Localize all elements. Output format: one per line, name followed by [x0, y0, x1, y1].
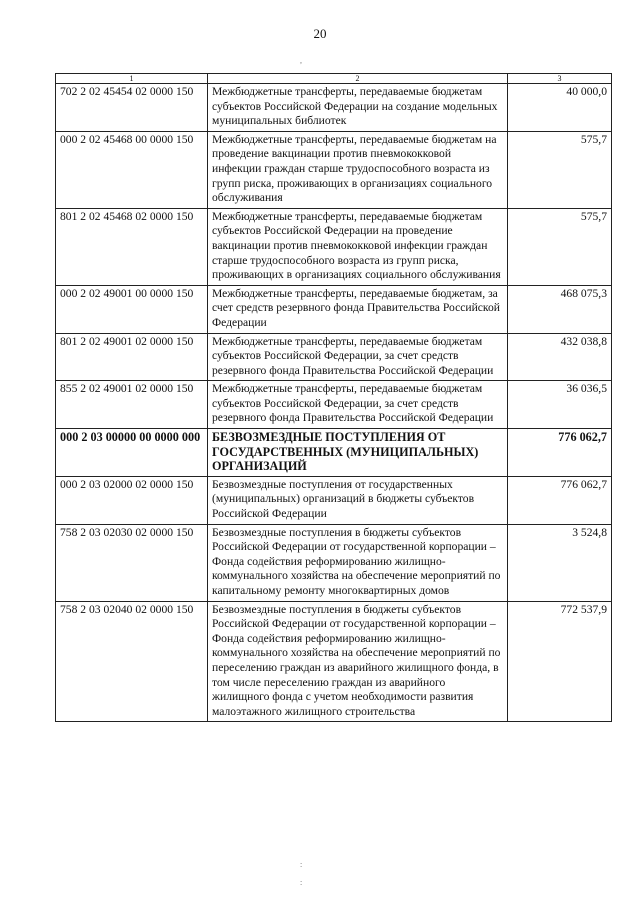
- table-row: [56, 524, 612, 601]
- row-name-cell: Безвозмездные поступления в бюджеты субъектов Российской Федерации от государственной корпорации – Фонда содействия реформированию жилищно-коммунального хозяйства на обеспечение мероприятий по капитальному ремонту многоквартирных домов: [208, 524, 508, 601]
- row-name-cell: Безвозмездные поступления в бюджеты субъектов Российской Федерации от государственной корпорации – Фонда содействия реформированию жилищно-коммунального хозяйства на обеспечение мероприятий по переселению граждан из аварийного жилищного фонда, в том числе переселению граждан из аварийного жилищного фонда с учетом необходимости развития малоэтажного жилищного строительства: [208, 601, 508, 722]
- row-code-cell: 758 2 03 02040 02 0000 150: [56, 601, 208, 722]
- row-amount-cell: 776 062,7: [508, 476, 612, 524]
- table-row: [56, 208, 612, 285]
- row-code-cell: 855 2 02 49001 02 0000 150: [56, 381, 208, 429]
- row-amount-cell: 575,7: [508, 131, 612, 208]
- row-amount-cell: 575,7: [508, 208, 612, 285]
- table-row: [56, 84, 612, 132]
- table-row: [56, 285, 612, 333]
- row-amount-cell: 432 038,8: [508, 333, 612, 381]
- column-header-code: 1: [56, 74, 208, 84]
- table-header-row: [56, 74, 612, 84]
- row-amount-cell: 468 075,3: [508, 285, 612, 333]
- scan-artifact-mark: :: [300, 860, 303, 869]
- table-row: [56, 333, 612, 381]
- row-code-cell: 000 2 03 00000 00 0000 000: [56, 429, 208, 477]
- row-amount-cell: 3 524,8: [508, 524, 612, 601]
- scan-artifact-mark: ,: [300, 56, 302, 65]
- scan-artifact-mark: :: [300, 878, 303, 887]
- table-body: [56, 84, 612, 722]
- row-code-cell: 000 2 02 49001 00 0000 150: [56, 285, 208, 333]
- page-number: 20: [313, 26, 327, 41]
- row-name-cell: БЕЗВОЗМЕЗДНЫЕ ПОСТУПЛЕНИЯ ОТ ГОСУДАРСТВЕННЫХ (МУНИЦИПАЛЬНЫХ) ОРГАНИЗАЦИЙ: [208, 429, 508, 477]
- row-code-cell: 000 2 03 02000 02 0000 150: [56, 476, 208, 524]
- row-name-cell: Межбюджетные трансферты, передаваемые бюджетам субъектов Российской Федерации, за счет средств резервного фонда Правительства Российской Федерации: [208, 333, 508, 381]
- table-row: [56, 381, 612, 429]
- table-row: [56, 429, 612, 477]
- row-code-cell: 801 2 02 45468 02 0000 150: [56, 208, 208, 285]
- row-name-cell: Межбюджетные трансферты, передаваемые бюджетам, за счет средств резервного фонда Правительства Российской Федерации: [208, 285, 508, 333]
- column-header-amount: 3: [508, 74, 612, 84]
- row-name-cell: Межбюджетные трансферты, передаваемые бюджетам субъектов Российской Федерации на проведение вакцинации против пневмококковой инфекции граждан старше трудоспособного возраста из групп риска, проживающих в организациях социального обслуживания: [208, 208, 508, 285]
- table-row: [56, 131, 612, 208]
- budget-revenue-table: [55, 73, 612, 722]
- row-amount-cell: 772 537,9: [508, 601, 612, 722]
- row-code-cell: 000 2 02 45468 00 0000 150: [56, 131, 208, 208]
- row-amount-cell: 40 000,0: [508, 84, 612, 132]
- row-code-cell: 702 2 02 45454 02 0000 150: [56, 84, 208, 132]
- column-header-name: 2: [208, 74, 508, 84]
- row-code-cell: 801 2 02 49001 02 0000 150: [56, 333, 208, 381]
- table-row: [56, 476, 612, 524]
- row-name-cell: Безвозмездные поступления от государственных (муниципальных) организаций в бюджеты субъектов Российской Федерации: [208, 476, 508, 524]
- row-amount-cell: 776 062,7: [508, 429, 612, 477]
- row-name-cell: Межбюджетные трансферты, передаваемые бюджетам на проведение вакцинации против пневмококковой инфекции граждан старше трудоспособного возраста из групп риска, проживающих в организациях социального обслуживания: [208, 131, 508, 208]
- row-code-cell: 758 2 03 02030 02 0000 150: [56, 524, 208, 601]
- table-row: [56, 601, 612, 722]
- row-amount-cell: 36 036,5: [508, 381, 612, 429]
- row-name-cell: Межбюджетные трансферты, передаваемые бюджетам субъектов Российской Федерации, за счет средств резервного фонда Правительства Российской Федерации: [208, 381, 508, 429]
- row-name-cell: Межбюджетные трансферты, передаваемые бюджетам субъектов Российской Федерации на создание модельных муниципальных библиотек: [208, 84, 508, 132]
